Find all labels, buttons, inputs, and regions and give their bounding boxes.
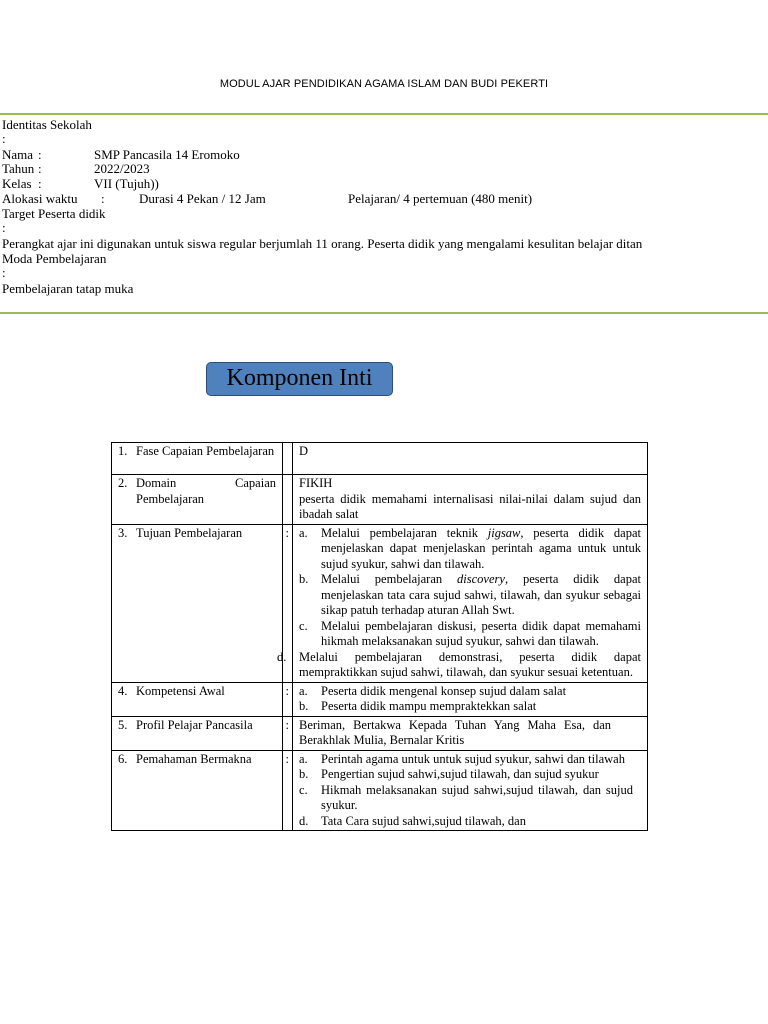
kelas-label: Kelas: [2, 176, 32, 191]
row-value: D: [293, 443, 648, 475]
row-colon: :: [283, 524, 293, 682]
row-colon: [283, 475, 293, 525]
row-colon: [283, 443, 293, 475]
table-row: [112, 475, 648, 525]
kelas-value: VII (Tujuh)): [94, 176, 159, 191]
table-row: [112, 716, 648, 750]
moda-text: Pembelajaran tatap muka: [2, 281, 134, 296]
table-row: [112, 524, 648, 682]
table-row: [112, 443, 648, 475]
row-number: 6.: [112, 750, 133, 831]
list-item: c. Hikmah melaksanakan sujud sahwi,sujud tilawah, dan sujud syukur.: [299, 782, 633, 812]
alokasi-extra: Pelajaran/ 4 pertemuan (480 menit): [348, 191, 533, 206]
row-label: Pemahaman Bermakna: [132, 750, 283, 831]
document-title: MODUL AJAR PENDIDIKAN AGAMA ISLAM DAN BUDI PEKERTI: [219, 78, 549, 90]
nama-row: Nama : SMP Pancasila 14 Eromoko: [2, 147, 240, 162]
nama-value: SMP Pancasila 14 Eromoko: [94, 147, 240, 162]
row-label: Domain Capaian Pembelajaran: [132, 475, 283, 525]
list-item: c. Melalui pembelajaran diskusi, peserta didik dapat memahami hikmah melaksanakan sujud syukur, sahwi dan tilawah.: [299, 618, 641, 648]
list-item: b. Melalui pembelajaran discovery, peserta didik dapat menjelaskan tata cara sujud sahwi, tilawah, dan syukur sebagai sikap patuh terhadap aturan Allah Swt.: [299, 572, 641, 617]
target-colon: :: [2, 220, 6, 235]
komponen-inti-badge: Komponen Inti: [206, 362, 393, 396]
list-item: d. Tata Cara sujud sahwi,sujud tilawah, dan: [299, 813, 526, 828]
row-number: 4.: [112, 682, 133, 716]
row-value: [293, 750, 648, 831]
kelas-row: Kelas : VII (Tujuh)): [2, 176, 159, 191]
row-value: [277, 524, 648, 682]
row-colon: :: [283, 750, 293, 831]
tahun-label: Tahun: [2, 161, 35, 176]
row-colon: :: [283, 716, 293, 750]
row-label: Kompetensi Awal: [132, 682, 283, 716]
table-row: [112, 682, 648, 716]
row-value: [293, 682, 648, 716]
table-row: [112, 750, 648, 831]
list-item: a. Melalui pembelajaran teknik jigsaw, peserta didik dapat menjelaskan dapat menjelaskan perintah agama untuk untuk sujud syukur, sahwi dan tilawah.: [299, 525, 641, 571]
list-item: a. Perintah agama untuk untuk sujud syukur, sahwi dan tilawah: [299, 751, 625, 766]
identity-colon: :: [2, 131, 6, 146]
domain-text: peserta didik memahami internalisasi nilai-nilai dalam sujud dan ibadah salat: [299, 491, 641, 521]
target-heading: Target Peserta didik: [2, 206, 106, 221]
row-label: Tujuan Pembelajaran: [132, 524, 283, 682]
list-item: d. Melalui pembelajaran demonstrasi, peserta didik dapat mempraktikkan sujud sahwi, tilawah, dan syukur sesuai ketentuan.: [277, 649, 641, 679]
moda-heading: Moda Pembelajaran: [2, 251, 107, 266]
row-number: 2.: [112, 475, 133, 525]
list-item: b. Peserta didik mampu mempraktekkan salat: [299, 699, 537, 713]
komponen-table: [111, 442, 648, 831]
row-number: 1.: [112, 443, 133, 475]
row-number: 5.: [112, 716, 133, 750]
row-number: 3.: [112, 524, 133, 682]
nama-label: Nama: [2, 147, 34, 162]
tahun-row: Tahun : 2022/2023: [2, 161, 150, 176]
alokasi-row: Alokasi waktu : Durasi 4 Pekan / 12 Jam Pelajaran/ 4 pertemuan (480 menit): [2, 191, 533, 206]
list-item: b. Pengertian sujud sahwi,sujud tilawah, dan sujud syukur: [299, 767, 599, 781]
row-value: Beriman, Bertakwa Kepada Tuhan Yang Maha Esa, dan Berakhlak Mulia, Bernalar Kritis: [293, 716, 648, 750]
list-item: a. Peserta didik mengenal konsep sujud dalam salat: [299, 683, 567, 698]
row-label: Fase Capaian Pembelajaran: [132, 443, 283, 475]
identity-heading: Identitas Sekolah: [2, 117, 92, 132]
target-text: Perangkat ajar ini digunakan untuk siswa regular berjumlah 11 orang. Peserta didik yang mengalami kesulitan belajar ditan: [2, 236, 643, 251]
row-value: [293, 475, 648, 525]
moda-colon: :: [2, 265, 6, 280]
alokasi-value: Durasi 4 Pekan / 12 Jam: [139, 191, 266, 206]
row-label: Profil Pelajar Pancasila: [132, 716, 283, 750]
tahun-value: 2022/2023: [94, 161, 150, 176]
row-colon: :: [283, 682, 293, 716]
domain-title: FIKIH: [299, 476, 333, 490]
alokasi-label: Alokasi waktu: [2, 191, 78, 206]
